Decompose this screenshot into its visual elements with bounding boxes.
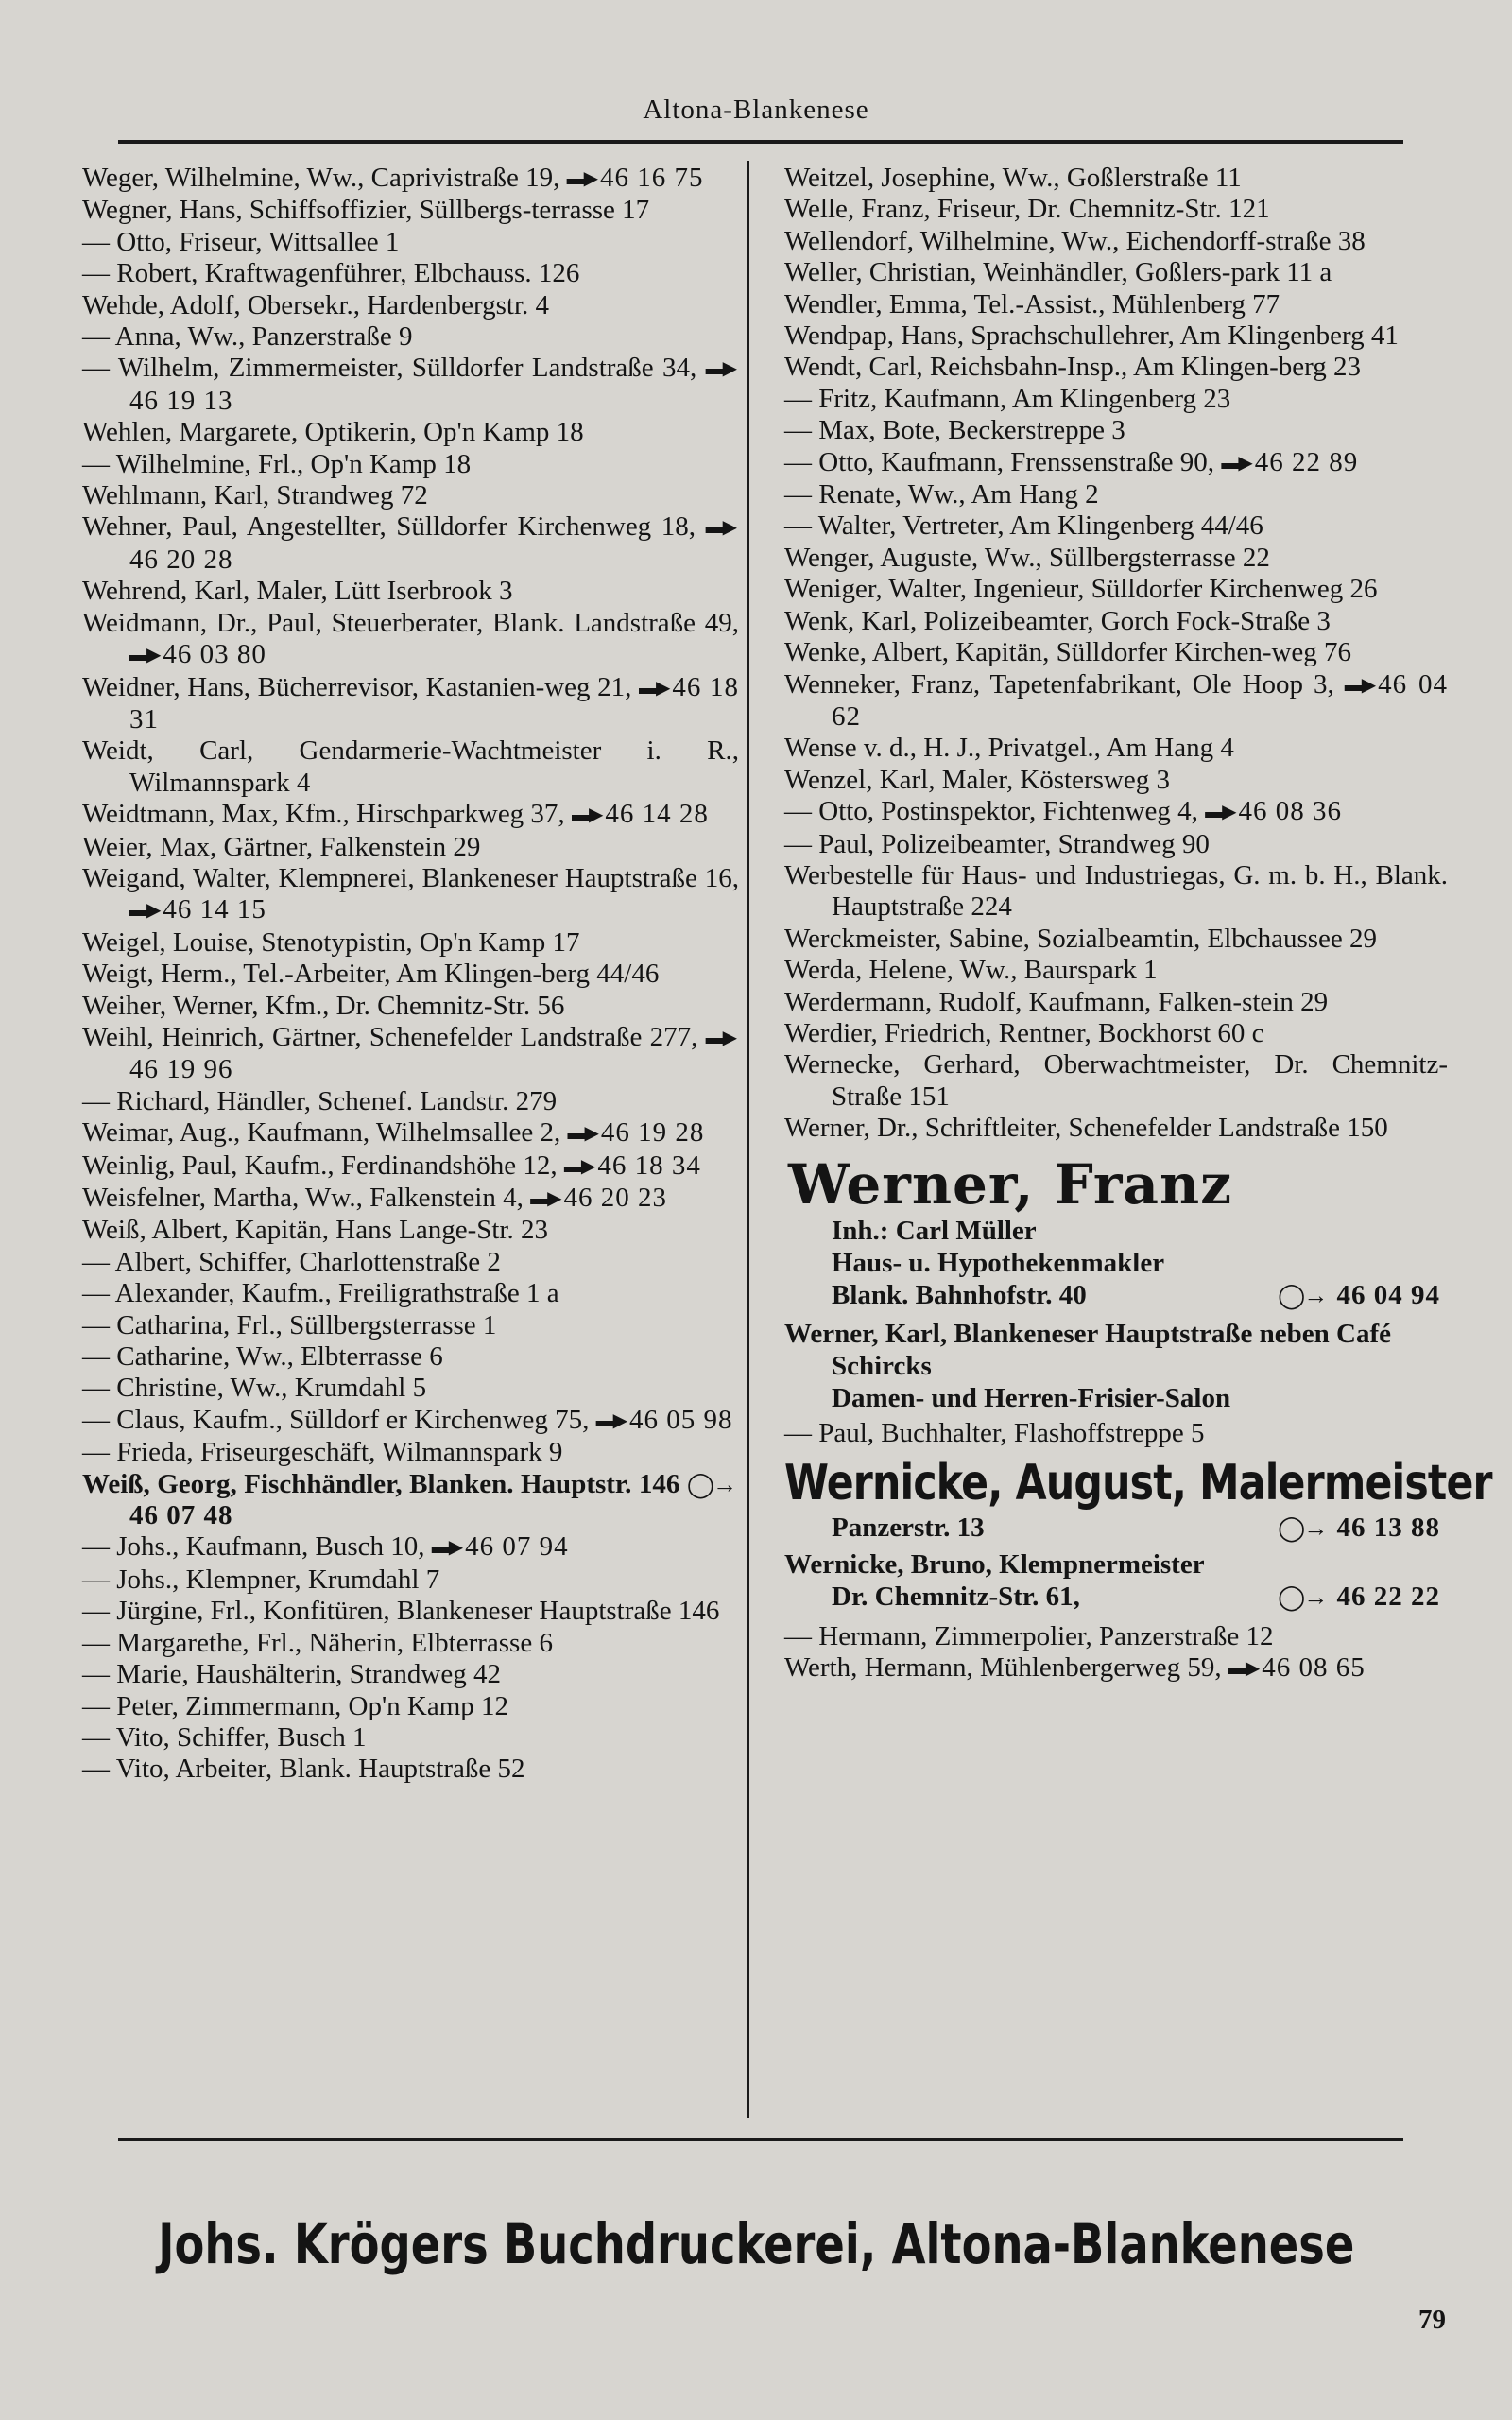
- entry-text: — Margarethe, Frl., Näherin, Elbterrasse 6: [82, 1627, 553, 1658]
- directory-entry: [82, 799, 739, 831]
- directory-entry: [82, 863, 739, 927]
- phone-number: 46 03 80: [163, 639, 266, 670]
- directory-entry: [82, 195, 739, 226]
- telephone-icon: ▬▶: [530, 1188, 560, 1209]
- phone-number: 46 19 13: [129, 385, 233, 416]
- directory-entry: [82, 1117, 739, 1150]
- directory-entry: [82, 1310, 739, 1341]
- directory-entry: [82, 449, 739, 480]
- ad-wernicke-bruno: [784, 1548, 1448, 1614]
- bottom-rule: [118, 2138, 1403, 2141]
- entry-text: Weger, Wilhelmine, Ww., Caprivistraße 19,: [82, 163, 560, 193]
- directory-entry: [784, 320, 1448, 352]
- ad-wernicke-bruno-phone: 46 22 22: [1336, 1582, 1440, 1612]
- entry-text: — Walter, Vertreter, Am Klingenberg 44/46: [784, 510, 1263, 542]
- entry-text: Wendt, Carl, Reichsbahn-Insp., Am Klingen-berg 23: [784, 352, 1362, 383]
- telephone-icon: ◯→: [686, 1470, 736, 1498]
- directory-entry: [82, 290, 739, 321]
- entry-text: — Marie, Haushälterin, Strandweg 42: [82, 1659, 501, 1690]
- ad-wernicke-bruno-heading: Wernicke, Bruno, Klempnermeister: [784, 1549, 1205, 1580]
- entry-text: Weiher, Werner, Kfm., Dr. Chemnitz-Str. 56: [82, 990, 565, 1021]
- directory-entry: [784, 352, 1448, 383]
- entry-text: Weinlig, Paul, Kaufm., Ferdinandshöhe 12,: [82, 1150, 558, 1181]
- entry-text: Wenke, Albert, Kapitän, Sülldorfer Kirchen-weg 76: [784, 637, 1352, 668]
- directory-entry: [82, 480, 739, 511]
- entry-text: — Wilhelm, Zimmermeister, Sülldorfer Landstraße 34,: [82, 353, 697, 384]
- telephone-icon: ▬▶: [129, 645, 160, 666]
- ad-wernicke-bruno-address: Dr. Chemnitz-Str. 61,: [832, 1582, 1080, 1612]
- entry-text: — Otto, Postinspektor, Fichtenweg 4,: [784, 796, 1198, 827]
- phone-number: 46 18 31: [129, 671, 740, 735]
- entry-text: Wellendorf, Wilhelmine, Ww., Eichendorff-straße 38: [784, 225, 1366, 256]
- entry-text: Weitzel, Josephine, Ww., Goßlerstraße 11: [784, 163, 1242, 193]
- phone-number: 46 14 15: [163, 894, 266, 925]
- entry-text: Weimar, Aug., Kaufmann, Wilhelmsallee 2,: [82, 1117, 561, 1149]
- entry-text: — Peter, Zimmermann, Op'n Kamp 12: [82, 1690, 509, 1721]
- ad-werner-karl-trade: Damen- und Herren-Frisier-Salon: [832, 1382, 1231, 1413]
- entry-text: — Johs., Klempner, Krumdahl 7: [82, 1564, 440, 1595]
- entry-text: Weller, Christian, Weinhändler, Goßlers-park 11 a: [784, 257, 1332, 288]
- printer-imprint: [0, 2212, 1512, 2276]
- directory-entry: [82, 353, 739, 417]
- directory-entry: [82, 1596, 739, 1627]
- phone-number: 46 22 89: [1254, 446, 1359, 477]
- directory-entry: [82, 417, 739, 448]
- directory-entry: [82, 1150, 739, 1183]
- directory-entry: [82, 832, 739, 863]
- telephone-icon: ◯→: [1278, 1583, 1327, 1611]
- entry-text: Wenk, Karl, Polizeibeamter, Gorch Fock-Straße 3: [784, 605, 1331, 636]
- ad-werner-franz-address: Blank. Bahnhofstr. 40: [832, 1279, 1087, 1310]
- entry-text: — Paul, Polizeibeamter, Strandweg 90: [784, 828, 1210, 859]
- phone-number: 46 08 36: [1238, 796, 1342, 827]
- directory-entry: [784, 860, 1448, 924]
- entry-text: Weigel, Louise, Stenotypistin, Op'n Kamp 17: [82, 926, 580, 958]
- directory-entry: [784, 1018, 1448, 1049]
- directory-entry: [82, 1469, 739, 1532]
- ad-wernicke-august-name: Wernicke, August, Malermeister: [784, 1455, 1492, 1512]
- entry-text: — Hermann, Zimmerpolier, Panzerstraße 12: [784, 1621, 1274, 1651]
- telephone-icon: ▬▶: [1205, 802, 1235, 823]
- entry-text: — Johs., Kaufmann, Busch 10,: [82, 1531, 425, 1563]
- entry-text: Welle, Franz, Friseur, Dr. Chemnitz-Str. 121: [784, 194, 1270, 225]
- entry-text: — Renate, Ww., Am Hang 2: [784, 479, 1099, 510]
- top-rule: [118, 140, 1403, 144]
- ad-werner-franz-owner: Inh.: Carl Müller: [832, 1215, 1037, 1246]
- telephone-icon: ▬▶: [639, 677, 669, 699]
- entry-text: Wehlen, Margarete, Optikerin, Op'n Kamp 18: [82, 417, 584, 448]
- directory-entry: [82, 511, 739, 576]
- directory-entry: [82, 576, 739, 607]
- directory-entry: [784, 924, 1448, 955]
- directory-entry: [784, 194, 1448, 225]
- left-column: [82, 163, 739, 1786]
- telephone-icon: ◯→: [1278, 1281, 1327, 1309]
- telephone-icon: ▬▶: [129, 900, 160, 922]
- entry-text: Weiß, Albert, Kapitän, Hans Lange-Str. 23: [82, 1215, 548, 1246]
- entry-text: Weiß, Georg, Fischhändler, Blanken. Hauptstr. 146: [82, 1468, 680, 1499]
- phone-number: 46 16 75: [600, 163, 704, 193]
- telephone-icon: ▬▶: [705, 1027, 736, 1048]
- directory-entry: [82, 1373, 739, 1404]
- directory-entry: [82, 672, 739, 736]
- entry-text: Wehner, Paul, Angestellter, Sülldorfer Kirchenweg 18,: [82, 511, 696, 543]
- directory-entry: [784, 289, 1448, 320]
- entry-text: Wegner, Hans, Schiffsoffizier, Süllbergs-terrasse 17: [82, 195, 650, 226]
- entry-text: Werbestelle für Haus- und Industriegas, G. m. b. H., Blank. Hauptstraße 224: [784, 859, 1448, 923]
- entry-text: Weisfelner, Martha, Ww., Falkenstein 4,: [82, 1183, 524, 1213]
- entry-text: Wenger, Auguste, Ww., Süllbergsterrasse 22: [784, 542, 1270, 573]
- ad-werner-franz: [784, 1151, 1448, 1312]
- phone-number: 46 07 94: [465, 1531, 569, 1563]
- entry-text: Wenzel, Karl, Maler, Köstersweg 3: [784, 764, 1170, 795]
- phone-number: 46 07 48: [129, 1500, 233, 1531]
- directory-entry: [784, 226, 1448, 257]
- entry-text: Werner, Dr., Schriftleiter, Schenefelder Landstraße 150: [784, 1113, 1388, 1144]
- directory-entry: [82, 1691, 739, 1722]
- phone-number: 46 04 62: [832, 668, 1449, 732]
- entry-text: — Frieda, Friseurgeschäft, Wilmannspark 9: [82, 1437, 563, 1468]
- entry-text: Wendler, Emma, Tel.-Assist., Mühlenberg 77: [784, 288, 1280, 320]
- directory-entry: [82, 258, 739, 289]
- entry-text: Wernecke, Gerhard, Oberwachtmeister, Dr. Chemnitz-Straße 151: [784, 1049, 1448, 1112]
- ad-wernicke-august-address: Panzerstr. 13: [832, 1512, 985, 1543]
- entry-text: — Otto, Kaufmann, Frenssenstraße 90,: [784, 446, 1215, 477]
- right-column: [784, 163, 1492, 1685]
- directory-entry: [784, 987, 1448, 1018]
- ad-werner-karl-heading: Werner, Karl, Blankeneser Hauptstraße neben Café Schircks: [784, 1318, 1392, 1381]
- ad-wernicke-bruno-address-row: [784, 1581, 1448, 1614]
- directory-entry: [784, 1621, 1448, 1652]
- entry-text: — Wilhelmine, Frl., Op'n Kamp 18: [82, 448, 472, 479]
- entry-text: Weniger, Walter, Ingenieur, Sülldorfer Kirchenweg 26: [784, 574, 1378, 605]
- directory-entry: [82, 1564, 739, 1596]
- entry-text: — Christine, Ww., Krumdahl 5: [82, 1373, 427, 1404]
- entry-text: Wehde, Adolf, Obersekr., Hardenbergstr. 4: [82, 289, 550, 320]
- entry-text: — Richard, Händler, Schenef. Landstr. 279: [82, 1085, 558, 1116]
- telephone-icon: ▬▶: [566, 168, 597, 189]
- entry-text: Weidtmann, Max, Kfm., Hirschparkweg 37,: [82, 799, 565, 830]
- entry-text: Werda, Helene, Ww., Baurspark 1: [784, 955, 1158, 986]
- directory-entry: [784, 415, 1448, 446]
- entry-text: Weier, Max, Gärtner, Falkenstein 29: [82, 831, 481, 862]
- telephone-icon: ▬▶: [567, 1123, 597, 1145]
- phone-number: 46 19 96: [129, 1054, 233, 1085]
- entry-text: Werdier, Friedrich, Rentner, Bockhorst 60 c: [784, 1017, 1264, 1048]
- entry-text: — Jürgine, Frl., Konfitüren, Blankeneser Hauptstraße 146: [82, 1596, 720, 1627]
- directory-entry: [82, 735, 739, 799]
- directory-entry: [784, 163, 1448, 194]
- directory-entry: [784, 733, 1448, 764]
- directory-entry: [784, 447, 1448, 479]
- telephone-icon: ▬▶: [1344, 674, 1375, 696]
- entry-text: — Anna, Ww., Panzerstraße 9: [82, 321, 413, 353]
- telephone-icon: ▬▶: [1228, 1658, 1259, 1680]
- entry-text: Wehrend, Karl, Maler, Lütt Iserbrook 3: [82, 576, 513, 607]
- directory-entry: [82, 1405, 739, 1437]
- directory-entry: [784, 606, 1448, 637]
- directory-entry: [82, 1215, 739, 1246]
- entry-text: — Vito, Schiffer, Busch 1: [82, 1721, 367, 1753]
- printer-imprint-text: Johs. Krögers Buchdruckerei, Altona-Blankenese: [157, 2212, 1355, 2276]
- entry-text: Werckmeister, Sabine, Sozialbeamtin, Elbchaussee 29: [784, 923, 1378, 954]
- telephone-icon: ◯→: [1278, 1514, 1327, 1542]
- ad-wernicke-august-address-row: [784, 1512, 1448, 1545]
- telephone-icon: ▬▶: [563, 1155, 594, 1177]
- directory-entry: [784, 479, 1448, 510]
- directory-entry: [82, 1659, 739, 1690]
- directory-entry: [784, 543, 1448, 574]
- entry-text: — Claus, Kaufm., Sülldorf er Kirchenweg 75,: [82, 1404, 590, 1435]
- phone-number: 46 20 28: [129, 544, 233, 575]
- phone-number: 46 18 34: [597, 1150, 701, 1181]
- directory-entry: [784, 955, 1448, 986]
- entry-text: Wense v. d., H. J., Privatgel., Am Hang 4: [784, 733, 1234, 764]
- directory-entry: [82, 927, 739, 959]
- directory-entry: [784, 796, 1448, 828]
- entry-text: — Robert, Kraftwagenführer, Elbchauss. 126: [82, 258, 580, 289]
- entry-text: Weidner, Hans, Bücherrevisor, Kastanien-weg 21,: [82, 671, 632, 702]
- directory-entry: [784, 257, 1448, 288]
- column-divider: [747, 161, 749, 2118]
- phone-number: 46 19 28: [600, 1117, 705, 1149]
- directory-entry: [784, 669, 1448, 734]
- entry-text: — Catharina, Frl., Süllbergsterrasse 1: [82, 1309, 497, 1340]
- entry-text: — Catharine, Ww., Elbterrasse 6: [82, 1341, 443, 1373]
- phone-number: 46 20 23: [563, 1183, 667, 1213]
- directory-entry: [82, 959, 739, 990]
- directory-entry: [82, 608, 739, 672]
- entry-text: Weigand, Walter, Klempnerei, Blankeneser Hauptstraße 16,: [82, 862, 739, 893]
- directory-entry: [82, 1437, 739, 1468]
- directory-entry: [784, 1652, 1448, 1685]
- telephone-icon: ▬▶: [1221, 452, 1251, 474]
- directory-entry: [82, 1531, 739, 1564]
- entry-text: — Alexander, Kaufm., Freiligrathstraße 1 a: [82, 1278, 559, 1309]
- phone-number: 46 08 65: [1262, 1652, 1366, 1684]
- telephone-icon: ▬▶: [705, 517, 736, 539]
- directory-entry: [784, 1049, 1448, 1113]
- telephone-icon: ▬▶: [595, 1409, 627, 1431]
- directory-entry: [82, 1628, 739, 1659]
- entry-text: — Otto, Friseur, Wittsallee 1: [82, 226, 400, 257]
- directory-entry: [784, 1113, 1448, 1144]
- page-number: 79: [1418, 2305, 1446, 2335]
- directory-entry: [784, 574, 1448, 605]
- entry-text: Weidt, Carl, Gendarmerie-Wachtmeister i. R., Wilmannspark 4: [82, 735, 739, 798]
- directory-entry: [82, 1278, 739, 1309]
- entry-text: Werth, Hermann, Mühlenbergerweg 59,: [784, 1652, 1222, 1684]
- directory-entry: [82, 163, 739, 195]
- directory-entry: [82, 321, 739, 353]
- entry-text: Weigt, Herm., Tel.-Arbeiter, Am Klingen-berg 44/46: [82, 959, 660, 990]
- directory-entry: [82, 1022, 739, 1086]
- directory-entry: [784, 384, 1448, 415]
- ad-werner-franz-name: Werner, Franz: [788, 1151, 1233, 1217]
- directory-entry: [82, 1183, 739, 1215]
- ad-werner-franz-trade: Haus- u. Hypothekenmakler: [832, 1247, 1165, 1278]
- entry-text: — Albert, Schiffer, Charlottenstraße 2: [82, 1246, 501, 1277]
- entry-text: Werdermann, Rudolf, Kaufmann, Falken-stein 29: [784, 986, 1329, 1017]
- phone-number: 46 14 28: [605, 799, 709, 830]
- entry-text: Wendpap, Hans, Sprachschullehrer, Am Klingenberg 41: [784, 320, 1399, 352]
- entry-text: Weihl, Heinrich, Gärtner, Schenefelder Landstraße 277,: [82, 1021, 698, 1052]
- entry-text: Weidmann, Dr., Paul, Steuerberater, Blank. Landstraße 49,: [82, 607, 739, 638]
- directory-entry: [82, 1722, 739, 1754]
- directory-entry: [82, 227, 739, 258]
- directory-entry: [82, 1086, 739, 1117]
- entry-text: — Max, Bote, Beckerstreppe 3: [784, 415, 1125, 446]
- ad-werner-karl: [784, 1318, 1448, 1414]
- ad-wernicke-august-phone: 46 13 88: [1336, 1512, 1440, 1543]
- ad-wernicke-august: [784, 1455, 1492, 1545]
- ad-werner-franz-phone: 46 04 94: [1336, 1279, 1440, 1310]
- entry-text: — Fritz, Kaufmann, Am Klingenberg 23: [784, 383, 1231, 414]
- phone-number: 46 05 98: [629, 1404, 733, 1435]
- telephone-icon: ▬▶: [571, 804, 602, 826]
- directory-entry: [784, 765, 1448, 796]
- directory-entry: — Paul, Buchhalter, Flashoffstreppe 5: [784, 1417, 1205, 1448]
- ad-werner-franz-address-row: [784, 1279, 1448, 1312]
- directory-entry: [784, 637, 1448, 668]
- directory-entry: [82, 991, 739, 1022]
- telephone-icon: ▬▶: [431, 1537, 462, 1559]
- directory-entry: [82, 1247, 739, 1278]
- directory-entry: [82, 1754, 739, 1785]
- entry-text: — Vito, Arbeiter, Blank. Hauptstraße 52: [82, 1754, 525, 1785]
- entry-text: Wenneker, Franz, Tapetenfabrikant, Ole Hoop 3,: [784, 668, 1334, 700]
- directory-entry: [82, 1341, 739, 1373]
- directory-entry: [784, 510, 1448, 542]
- directory-entry: [784, 829, 1448, 860]
- entry-text: Wehlmann, Karl, Strandweg 72: [82, 480, 428, 511]
- telephone-icon: ▬▶: [705, 358, 736, 380]
- page-title: Altona-Blankenese: [643, 95, 869, 125]
